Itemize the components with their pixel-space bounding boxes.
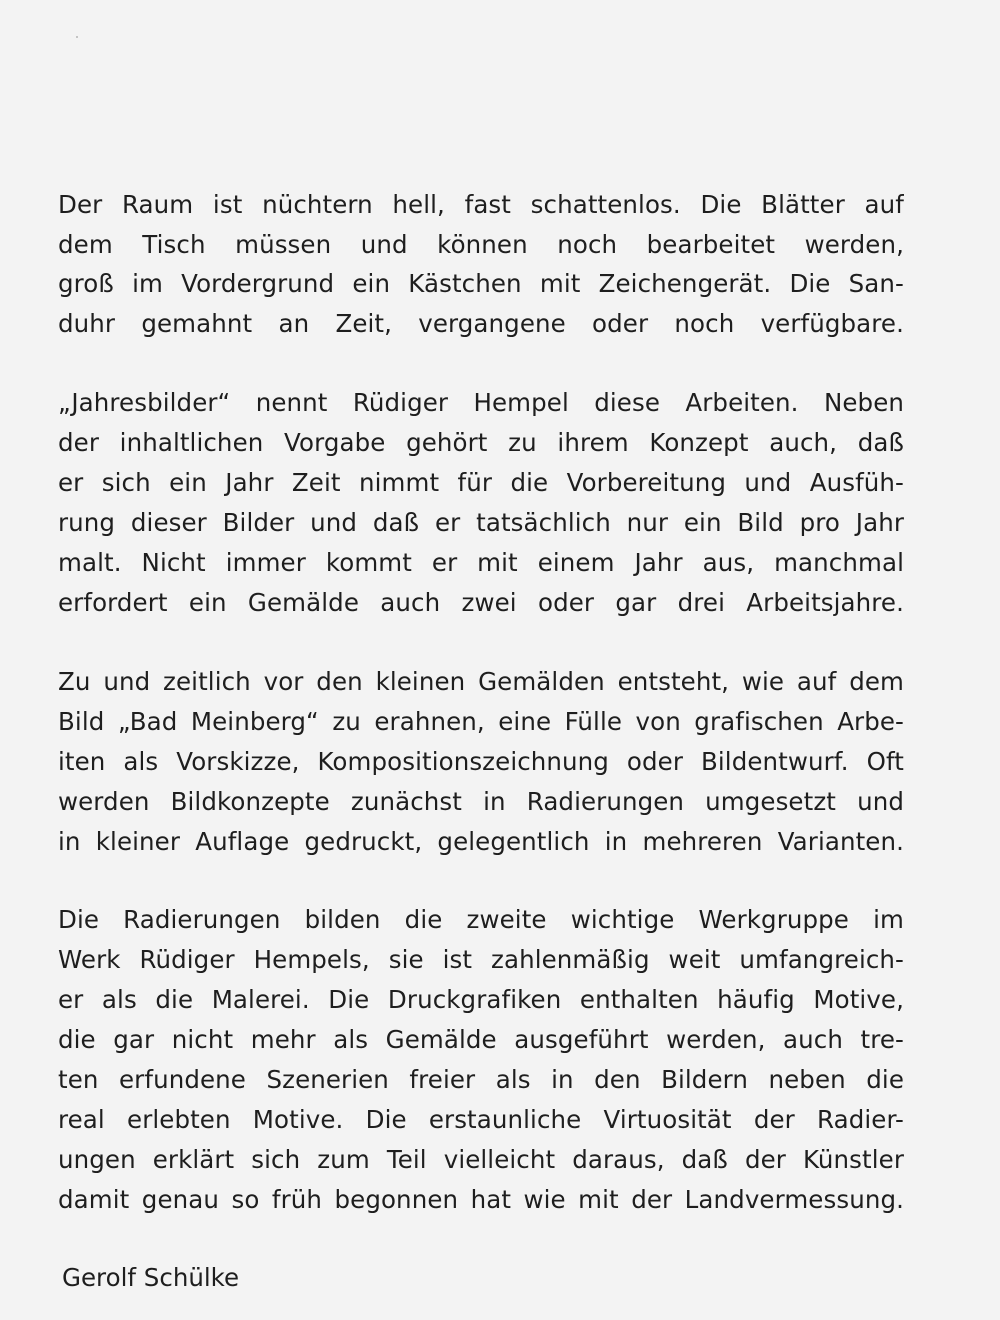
paragraph-4-line-5: ten erfundene Szenerien freier als in den Bildern neben die	[58, 1065, 904, 1094]
paragraph-1-line-4: duhr gemahnt an Zeit, vergangene oder noch verfügbare.	[58, 309, 904, 338]
paragraph-4-line-2: Werk Rüdiger Hempels, sie ist zahlenmäßig weit umfangreich-	[58, 945, 904, 974]
paragraph-4-line-7: ungen erklärt sich zum Teil vielleicht daraus, daß der Künstler	[58, 1145, 904, 1174]
paragraph-3-line-1: Zu und zeitlich vor den kleinen Gemälden entsteht, wie auf dem	[58, 667, 904, 696]
paragraph-1-line-3: groß im Vordergrund ein Kästchen mit Zeichengerät. Die San-	[58, 269, 904, 298]
paragraph-4-line-4: die gar nicht mehr als Gemälde ausgeführt werden, auch tre-	[58, 1025, 904, 1054]
paragraph-4-line-8: damit genau so früh begonnen hat wie mit der Landvermessung.	[58, 1185, 904, 1214]
paragraph-3-line-3: iten als Vorskizze, Kompositionszeichnung oder Bildentwurf. Oft	[58, 747, 904, 776]
paragraph-2-line-5: malt. Nicht immer kommt er mit einem Jahr aus, manchmal	[58, 548, 904, 577]
paper-speck	[76, 36, 78, 38]
paragraph-2-line-2: der inhaltlichen Vorgabe gehört zu ihrem Konzept auch, daß	[58, 428, 904, 457]
author-signature: Gerolf Schülke	[62, 1263, 240, 1292]
paragraph-3-line-2: Bild „Bad Meinberg“ zu erahnen, eine Fülle von grafischen Arbe-	[58, 707, 904, 736]
paragraph-1-line-1: Der Raum ist nüchtern hell, fast schattenlos. Die Blätter auf	[58, 190, 904, 219]
paragraph-2-line-3: er sich ein Jahr Zeit nimmt für die Vorbereitung und Ausfüh-	[58, 468, 904, 497]
paragraph-3-line-5: in kleiner Auflage gedruckt, gelegentlich in mehreren Varianten.	[58, 827, 904, 856]
paragraph-2-line-6: erfordert ein Gemälde auch zwei oder gar drei Arbeitsjahre.	[58, 588, 904, 617]
paragraph-1-line-2: dem Tisch müssen und können noch bearbeitet werden,	[58, 230, 904, 259]
paragraph-2-line-4: rung dieser Bilder und daß er tatsächlich nur ein Bild pro Jahr	[58, 508, 904, 537]
paragraph-2-line-1: „Jahresbilder“ nennt Rüdiger Hempel diese Arbeiten. Neben	[58, 388, 904, 417]
paragraph-4-line-3: er als die Malerei. Die Druckgrafiken enthalten häufig Motive,	[58, 985, 904, 1014]
paragraph-4-line-6: real erlebten Motive. Die erstaunliche Virtuosität der Radier-	[58, 1105, 904, 1134]
paragraph-3-line-4: werden Bildkonzepte zunächst in Radierungen umgesetzt und	[58, 787, 904, 816]
paragraph-4-line-1: Die Radierungen bilden die zweite wichtige Werkgruppe im	[58, 905, 904, 934]
